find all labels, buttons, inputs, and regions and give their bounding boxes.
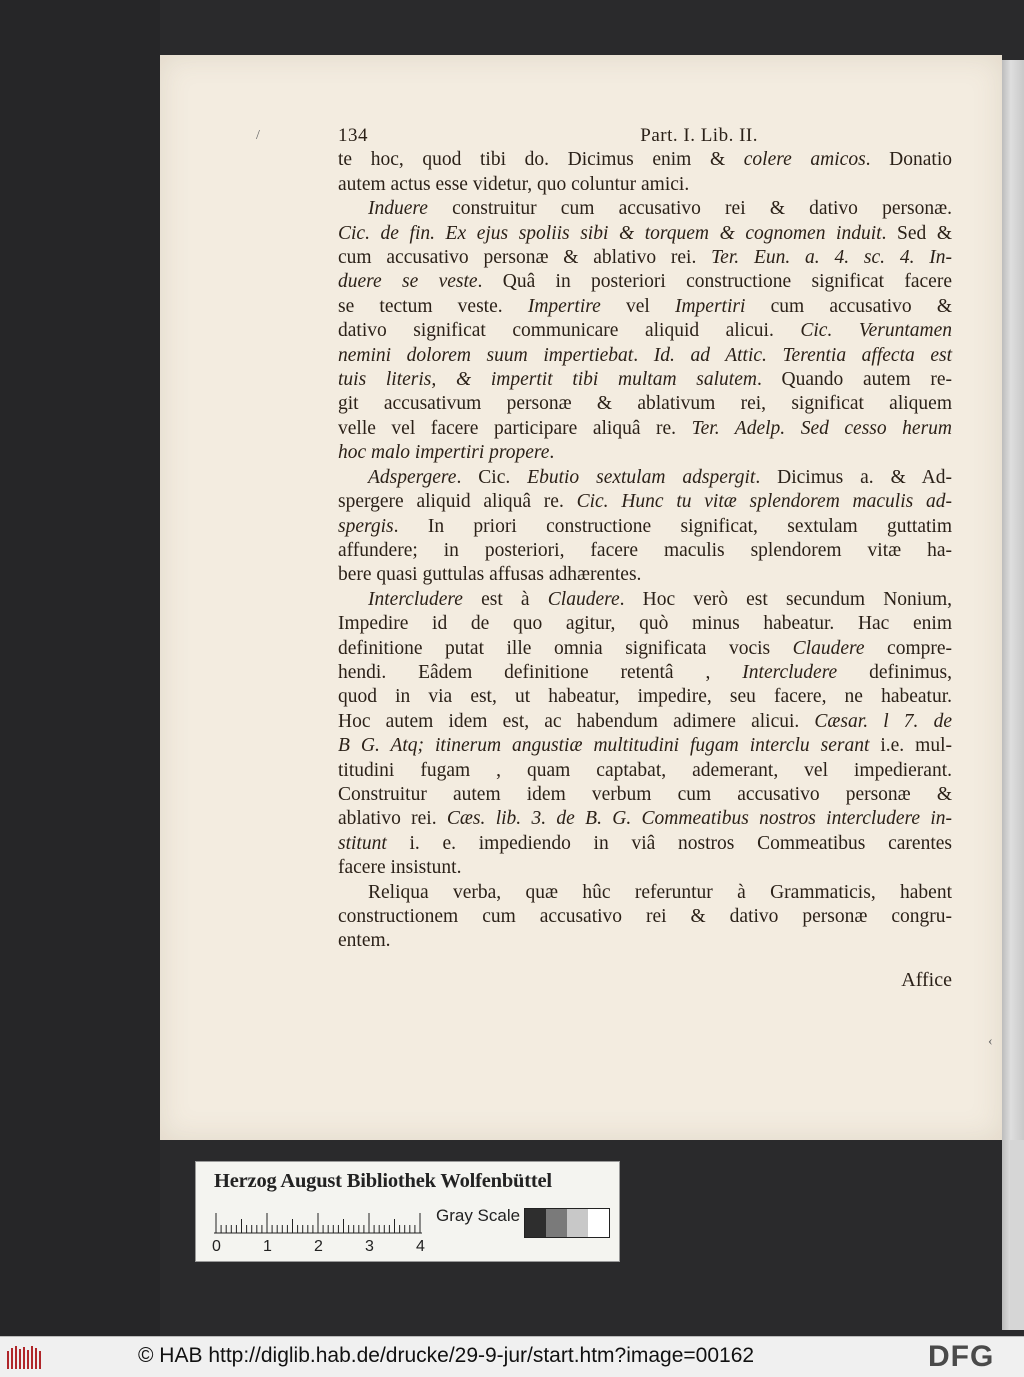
margin-mark: / — [256, 128, 260, 143]
page-text — [338, 124, 952, 954]
footer-bar — [0, 1336, 1024, 1377]
text-line: cum accusativo personæ & ablativo rei. Ter. Eun. a. 4. sc. 4. In- — [338, 247, 952, 269]
ruler-ticks — [214, 1206, 422, 1234]
scale-ruler-card — [195, 1161, 620, 1262]
text-line: git accusativum personæ & ablativum rei, significat aliquem — [338, 393, 952, 415]
text-line: bere quasi guttulas affusas adhærentes. — [338, 564, 642, 586]
background-left — [0, 0, 160, 1336]
ruler-number: 1 — [263, 1238, 272, 1255]
ruler-number: 0 — [212, 1238, 221, 1255]
margin-mark: ‹ — [988, 1034, 993, 1049]
text-line: Induere construitur cum accusativo rei & dativo personæ. — [368, 198, 952, 220]
gray-scale-label: Gray Scale — [436, 1206, 521, 1225]
text-line: definitione putat ille omnia significata vocis Claudere compre- — [338, 637, 953, 659]
text-line: spergere aliquid aliquâ re. Cic. Hunc tu vitæ splendorem maculis ad- — [338, 491, 952, 513]
gray-swatch — [588, 1209, 609, 1237]
text-line: Reliqua verba, quæ hûc referuntur à Grammaticis, habent — [368, 881, 952, 903]
text-line: autem actus esse videtur, quo coluntur amici. — [338, 173, 690, 195]
ruler-number: 4 — [416, 1238, 425, 1255]
text-line: nemini dolorem suum impertiebat. Id. ad Attic. Terentia affecta est — [338, 344, 952, 366]
text-line: facere insistunt. — [338, 857, 462, 879]
text-line: titudini fugam , quam captabat, ademerant, vel impedierant. — [338, 759, 952, 781]
text-line: hoc malo impertiri propere. — [338, 442, 555, 464]
body-lines — [338, 148, 952, 953]
text-line: Adspergere. Cic. Ebutio sextulam adspergit. Dicimus a. & Ad- — [368, 466, 952, 488]
text-line: entem. — [338, 930, 391, 952]
text-line: B G. Atq; itinerum angustiæ multitudini fugam interclu serant i.e. mul- — [338, 735, 952, 757]
text-line: duere se veste. Quâ in posteriori constructione significat facere — [338, 271, 952, 293]
text-line: te hoc, quod tibi do. Dicimus enim & colere amicos. Donatio — [338, 149, 952, 171]
text-line: dativo significat communicare aliquid alicui. Cic. Veruntamen — [338, 320, 952, 342]
ruler-number: 3 — [365, 1238, 374, 1255]
footer-url[interactable]: © HAB http://diglib.hab.de/drucke/29-9-jur/start.htm?image=00162 — [138, 1344, 755, 1367]
gray-scale-swatches — [524, 1208, 610, 1238]
page-header — [338, 124, 758, 148]
text-line: ablativo rei. Cæs. lib. 3. de B. G. Commeatibus nostros intercludere in- — [338, 808, 952, 830]
catchword: Affice — [901, 969, 952, 991]
gray-swatch — [525, 1209, 546, 1237]
text-line: Construitur autem idem verbum cum accusativo personæ & — [338, 783, 952, 805]
institution-name: Herzog August Bibliothek Wolfenbüttel — [214, 1170, 552, 1192]
hab-logo-icon — [6, 1345, 44, 1371]
text-line: affundere; in posteriori, facere maculis splendorem vitæ ha- — [338, 539, 952, 561]
page-number: 134 — [338, 125, 368, 146]
dfg-logo: DFG — [928, 1340, 995, 1373]
text-line: Cic. de fin. Ex ejus spoliis sibi & torquem & cognomen induit. Sed & — [338, 222, 953, 244]
text-line: Intercludere est à Claudere. Hoc verò est secundum Nonium, — [368, 588, 952, 610]
text-line: Impedire id de quo agitur, quò minus habeatur. Hac enim — [338, 613, 952, 635]
gray-swatch — [546, 1209, 567, 1237]
page-edge-lower — [1010, 1140, 1024, 1330]
text-line: velle vel facere participare aliquâ re. Ter. Adelp. Sed cesso herum — [338, 417, 952, 439]
ruler-number: 2 — [314, 1238, 323, 1255]
text-line: quod in via est, ut habeatur, impedire, seu facere, ne habeatur. — [338, 686, 952, 708]
text-line: se tectum veste. Impertire vel Impertiri cum accusativo & — [338, 295, 952, 317]
text-line: spergis. In priori constructione significat, sextulam guttatim — [338, 515, 952, 537]
text-line: Hoc autem idem est, ac habendum adimere alicui. Cæsar. l 7. de — [338, 710, 952, 732]
gray-swatch — [567, 1209, 588, 1237]
text-line: hendi. Eâdem definitione retentâ , Intercludere definimus, — [338, 661, 952, 683]
running-head: Part. I. Lib. II. — [640, 125, 758, 146]
text-line: stitunt i. e. impediendo in viâ nostros Commeatibus carentes — [338, 832, 952, 854]
text-line: tuis literis, & impertit tibi multam salutem. Quando autem re- — [338, 369, 952, 391]
text-line: constructionem cum accusativo rei & dativo personæ congru- — [338, 906, 952, 927]
